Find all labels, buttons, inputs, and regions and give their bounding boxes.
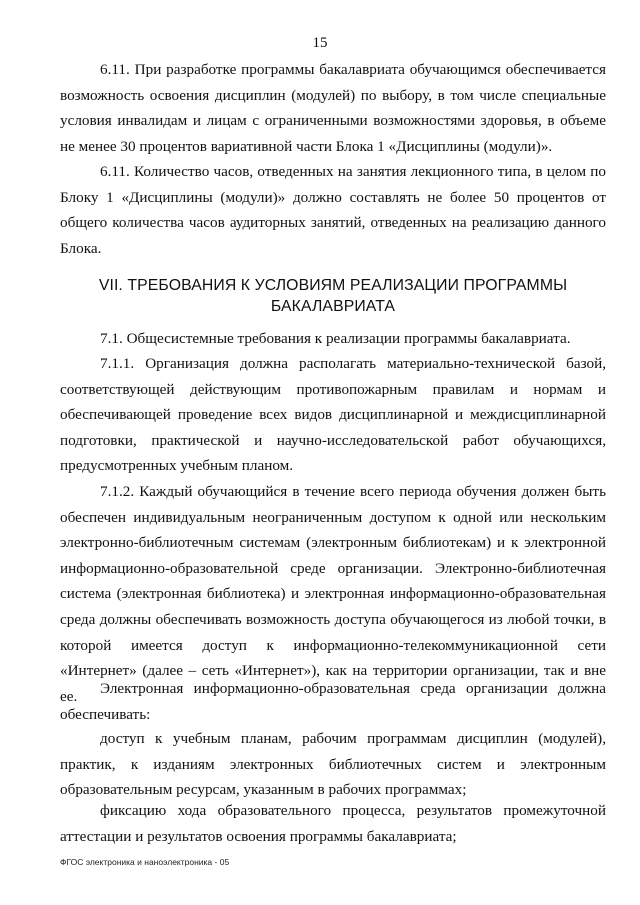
paragraph-access (60, 726, 606, 803)
paragraph-7-1 (60, 326, 606, 352)
section-heading (60, 275, 606, 317)
paragraph-fixation (60, 798, 606, 849)
paragraph-7-1-2 (60, 479, 606, 709)
page-number: 15 (312, 35, 328, 51)
paragraph-text: 7.1.1. Организация должна располагать материально-технической базой, соответствующей действующим противопожарным правилам и нормам и обеспечивающей проведение всех видов дисциплинарной и междисциплинарной подготовки, практической и научно-исследовательской работ обучающихся, предусмотренных учебным планом. (60, 355, 606, 475)
paragraph-text: доступ к учебным планам, рабочим программам дисциплин (модулей), практик, к изданиям электронных библиотечных систем и электронным образовательным ресурсам, указанным в рабочих программах; (60, 730, 606, 799)
paragraph-text: 7.1.2. Каждый обучающийся в течение всего периода обучения должен быть обеспечен индивидуальным неограниченным доступом к одной или нескольким электронно-библиотечным системам (электронным библиотекам) и к электронной информационно-образовательной среде организации. Электронно-библиотечная система (электронная библиотека) и электронная информационно-образовательная среда должны обеспечивать возможность доступа обучающегося из любой точки, в которой имеется доступ к информационно-телекоммуникационной сети «Интернет» (далее – сеть «Интернет»), как на территории организации, так и вне ее. (60, 483, 606, 705)
paragraph-6-11-elective (60, 57, 606, 159)
paragraph-eios (60, 676, 606, 727)
paragraph-text: 6.11. При разработке программы бакалавриата обучающимся обеспечивается возможность освоения дисциплин (модулей) по выбору, в том числе специальные условия инвалидам и лицам с ограниченными возможностями здоровья, в объеме не менее 30 процентов вариативной части Блока 1 «Дисциплины (модули)». (60, 61, 606, 155)
paragraph-6-11-lecture-hours (60, 159, 606, 261)
paragraph-text: 6.11. Количество часов, отведенных на занятия лекционного типа, в целом по Блоку 1 «Дисциплины (модули)» должно составлять не более 50 процентов от общего количества часов аудиторных занятий, отведенных на реализацию данного Блока. (60, 163, 606, 257)
paragraph-text: 7.1. Общесистемные требования к реализации программы бакалавриата. (100, 330, 571, 347)
section-heading-line-1: VII. ТРЕБОВАНИЯ К УСЛОВИЯМ РЕАЛИЗАЦИИ ПРОГРАММЫ (98, 277, 568, 294)
page-footer: ФГОС электроника и наноэлектроника - 05 (60, 857, 230, 867)
section-heading-line-2: БАКАЛАВРИАТА (270, 298, 396, 315)
paragraph-7-1-1 (60, 351, 606, 479)
paragraph-text: Электронная информационно-образовательная среда организации должна обеспечивать: (60, 680, 606, 723)
paragraph-text: фиксацию хода образовательного процесса, результатов промежуточной аттестации и результатов освоения программы бакалавриата; (60, 802, 606, 845)
